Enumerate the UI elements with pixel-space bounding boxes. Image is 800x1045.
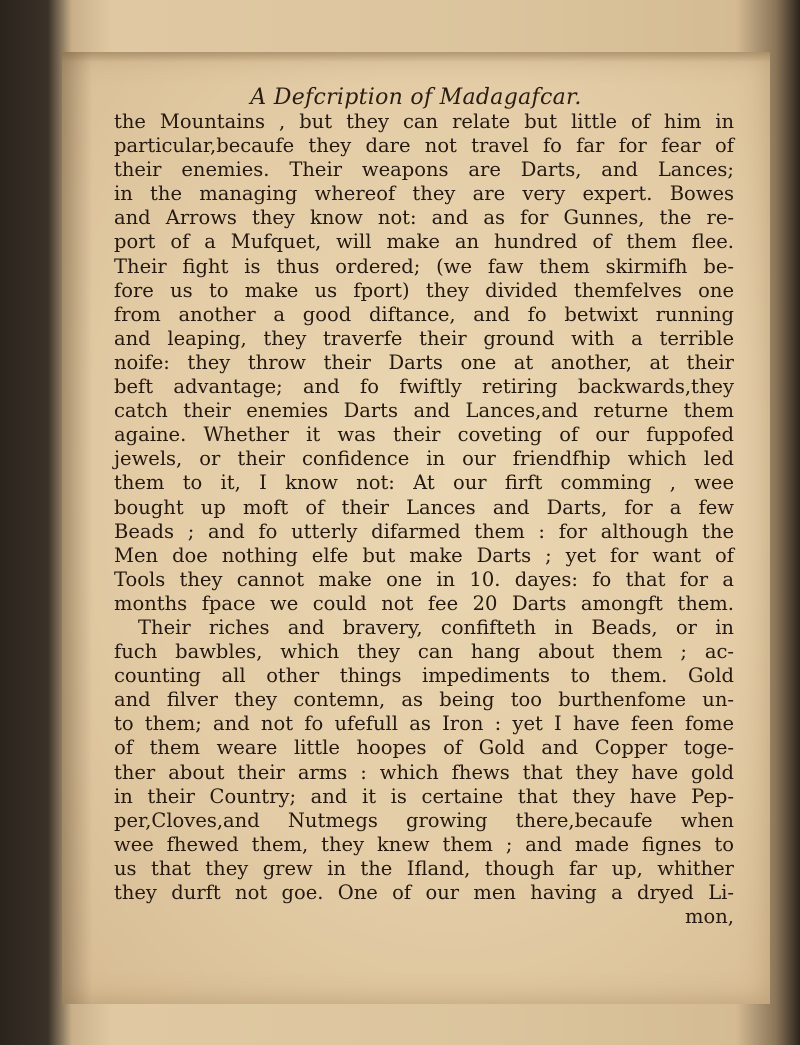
text-line: months fpace we could not fee 20 Darts amongft them. xyxy=(114,591,734,615)
book-page xyxy=(62,52,770,1004)
text-line: to them; and not fo ufefull as Iron : yet I have feen fome xyxy=(114,712,734,736)
text-line: us that they grew in the Ifland, though far up, whither xyxy=(114,856,734,880)
text-line: counting all other things impediments to them. Gold xyxy=(114,664,734,688)
body-text xyxy=(114,110,734,929)
catchword: mon, xyxy=(685,905,734,929)
page-gutter-shadow xyxy=(62,52,92,1004)
running-header: A Defcription of Madagafcar. xyxy=(250,85,582,110)
text-line: of them weare little hoopes of Gold and Copper toge- xyxy=(114,736,734,760)
text-line: and filver they contemn, as being too burthenfome un- xyxy=(114,688,734,712)
text-line: them to it, I know not: At our firft comming , wee xyxy=(114,471,734,495)
text-line: per,Cloves,and Nutmegs growing there,becaufe when xyxy=(114,808,734,832)
text-line: Men doe nothing elfe but make Darts ; yet for want of xyxy=(114,543,734,567)
text-line: and leaping, they traverfe their ground with a terrible xyxy=(114,326,734,350)
text-line: catch their enemies Darts and Lances,and returne them xyxy=(114,399,734,423)
text-line: Beads ; and fo utterly difarmed them : for although the xyxy=(114,519,734,543)
text-line: particular,becaufe they dare not travel fo far for fear of xyxy=(114,134,734,158)
text-line: port of a Mufquet, will make an hundred of them flee. xyxy=(114,230,734,254)
text-line: Tools they cannot make one in 10. dayes: fo that for a xyxy=(114,567,734,591)
text-line: and Arrows they know not: and as for Gunnes, the re- xyxy=(114,206,734,230)
text-line: beft advantage; and fo fwiftly retiring backwards,they xyxy=(114,375,734,399)
text-line: fore us to make us fport) they divided themfelves one xyxy=(114,278,734,302)
text-line: their enemies. Their weapons are Darts, and Lances; xyxy=(114,158,734,182)
text-line: noife: they throw their Darts one at another, at their xyxy=(114,350,734,374)
text-line: bought up moft of their Lances and Darts, for a few xyxy=(114,495,734,519)
text-line: in the managing whereof they are very expert. Bowes xyxy=(114,182,734,206)
text-line: from another a good diftance, and fo betwixt running xyxy=(114,302,734,326)
text-line: jewels, or their confidence in our friendfhip which led xyxy=(114,447,734,471)
text-line: Their fight is thus ordered; (we faw them skirmifh be- xyxy=(114,254,734,278)
text-line: they durft not goe. One of our men having a dryed Li- xyxy=(114,881,734,904)
text-line: ther about their arms : which fhews that they have gold xyxy=(114,760,734,784)
page-top-shadow xyxy=(62,52,770,62)
text-line: the Mountains , but they can relate but little of him in xyxy=(114,110,734,133)
text-line: wee fhewed them, they knew them ; and made fignes to xyxy=(114,832,734,856)
text-line: in their Country; and it is certaine that they have Pep- xyxy=(114,784,734,808)
paragraph-start-line: Their riches and bravery, confifteth in Beads, or in xyxy=(138,615,734,639)
text-line: fuch bawbles, which they can hang about them ; ac- xyxy=(114,640,734,664)
text-line: againe. Whether it was their coveting of our fuppofed xyxy=(114,423,734,447)
